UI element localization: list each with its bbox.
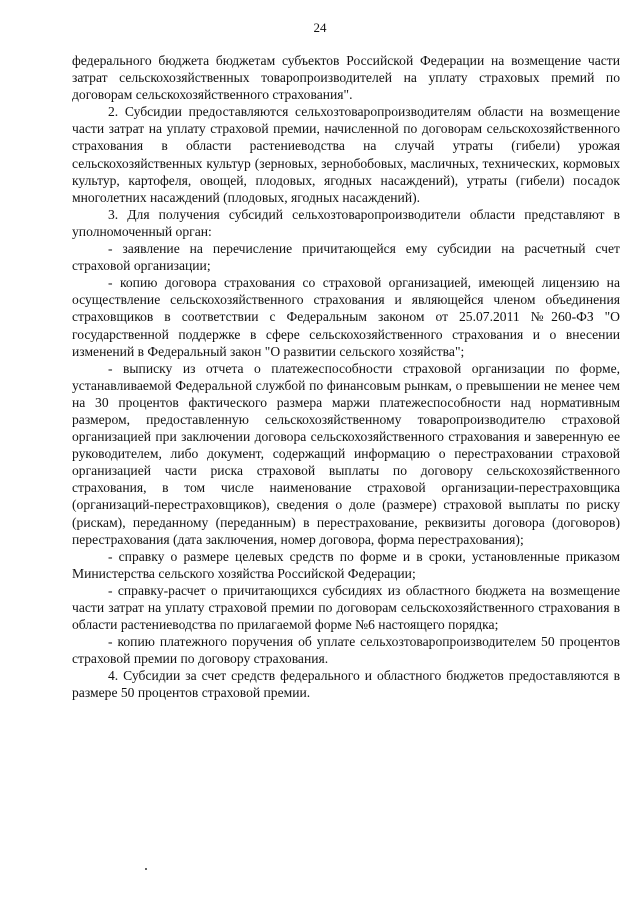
list-item-subsidy-calculation: - справку-расчет о причитающихся субсидиях из областного бюджета на возмещение части затрат на уплату страховой премии по договорам сельскохозяйственного страхования в области растениеводства по прилагаемой форме №6 настоящего порядка; bbox=[72, 582, 620, 633]
list-item-target-funds-certificate: - справку о размере целевых средств по форме и в сроки, установленные приказом Министерства сельского хозяйства Российской Федерации; bbox=[72, 548, 620, 581]
paragraph-item-3: 3. Для получения субсидий сельхозтоваропроизводители области представляют в уполномоченный орган: bbox=[72, 206, 620, 239]
page-number: 24 bbox=[313, 20, 327, 35]
paragraph-item-4: 4. Субсидии за счет средств федерального и областного бюджетов предоставляются в размере 50 процентов страховой премии. bbox=[72, 668, 620, 701]
list-item-solvency-extract: - выписку из отчета о платежеспособности страховой организации по форме, устанавливаемой Федеральной службой по финансовым рынкам, о превышении не менее чем на 30 процентов фактического размера маржи платежеспособности над нормативным размером, предоставленную сельскохозяйственному товаропроизводителю страховой организацией при заключении договора сельскохозяйственного страхования и заверенную ее руководителем, либо документ, содержащий информацию о перестраховании страховой организацией части риска страховой выплаты по договору сельскохозяйственного страхования, в том числе наименование страховой организации-перестраховщика (организаций-перестраховщиков), сведения о доле (размере) страховой выплаты по риску (рискам), переданному (переданным) в перестрахование, реквизиты договора (договоров) перестрахования (дата заключения, номер договора, форма перестрахования); bbox=[72, 360, 620, 547]
document-body bbox=[72, 52, 620, 702]
paragraph-continuation: федерального бюджета бюджетам субъектов Российской Федерации на возмещение части затрат сельскохозяйственных товаропроизводителей на уплату страховых премий по договорам сельскохозяйственного страхования". bbox=[72, 53, 620, 103]
list-item-contract-copy: - копию договора страхования со страховой организацией, имеющей лицензию на осуществление сельскохозяйственного страхования и являющейся членом объединения страховщиков в соответствии с Федеральным законом от 25.07.2011 №260-ФЗ "О государственной поддержке в сфере сельскохозяйственного страхования и о внесении изменений в Федеральный закон "О развитии сельского хозяйства"; bbox=[72, 275, 620, 359]
scan-speck bbox=[145, 868, 147, 870]
list-item-payment-order: - копию платежного поручения об уплате сельхозтоваропроизводителем 50 процентов страховой премии по договору страхования. bbox=[72, 634, 620, 667]
list-item-application: - заявление на перечисление причитающейся ему субсидии на расчетный счет страховой организации; bbox=[72, 241, 620, 274]
paragraph-item-2: 2. Субсидии предоставляются сельхозтоваропроизводителям области на возмещение части затрат на уплату страховой премии, начисленной по договорам сельскохозяйственного страхования в области растениеводства на случай утраты (гибели) урожая сельскохозяйственных культур (зерновых, зернобобовых, масличных, технических, кормовых культур, картофеля, овощей, плодовых, ягодных насаждений), утраты (гибели) посадок многолетних насаждений (плодовых, ягодных насаждений). bbox=[72, 104, 620, 205]
